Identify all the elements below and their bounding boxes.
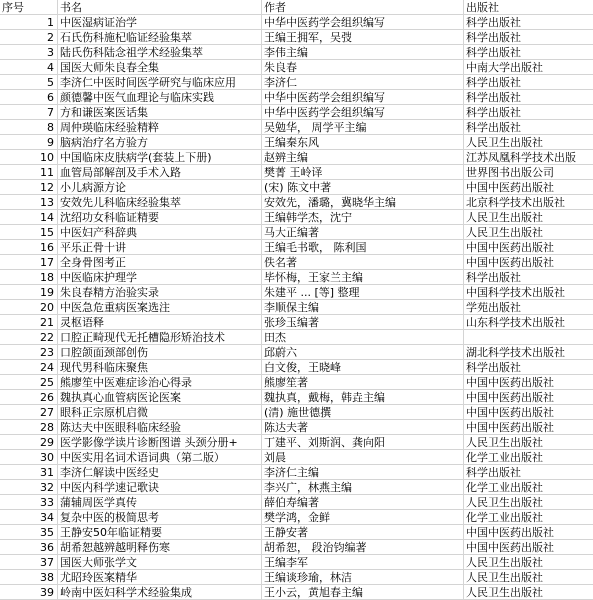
cell-no[interactable]: 12: [0, 180, 58, 195]
table-row: [0, 195, 593, 210]
cell-publisher[interactable]: 科学出版社: [464, 75, 593, 90]
table-row: [0, 75, 593, 90]
cell-no[interactable]: 22: [0, 330, 58, 345]
cell-title[interactable]: 岭南中医妇科学术经验集成: [58, 585, 262, 600]
table-row: [0, 450, 593, 465]
cell-author[interactable]: 丁建平、刘斯润、龚向阳: [262, 435, 464, 450]
table-row: [0, 225, 593, 240]
cell-no[interactable]: 11: [0, 165, 58, 180]
table-row: [0, 165, 593, 180]
cell-no[interactable]: 9: [0, 135, 58, 150]
cell-author[interactable]: 田杰: [262, 330, 464, 345]
cell-author[interactable]: 吴勉华， 周学平主编: [262, 120, 464, 135]
cell-author[interactable]: 胡希恕， 段治钧编著: [262, 540, 464, 555]
cell-title[interactable]: 朱良春精方治验实录: [58, 285, 262, 300]
cell-author[interactable]: 中华中医药学会组织编写: [262, 90, 464, 105]
cell-author[interactable]: 李济仁主编: [262, 465, 464, 480]
table-row: [0, 525, 593, 540]
cell-publisher[interactable]: 中国中医药出版社: [464, 390, 593, 405]
cell-author[interactable]: 赵辨主编: [262, 150, 464, 165]
cell-author[interactable]: 王小云，黄旭春主编: [262, 585, 464, 600]
header-cell-no[interactable]: 序号: [0, 0, 58, 15]
cell-author[interactable]: 王编谈珍瑜，林洁: [262, 570, 464, 585]
cell-no[interactable]: 36: [0, 540, 58, 555]
cell-no[interactable]: 21: [0, 315, 58, 330]
cell-author[interactable]: 樊学鸿，金鲜: [262, 510, 464, 525]
table-row: [0, 285, 593, 300]
cell-title[interactable]: 石氏伤科施杞临证经验集萃: [58, 30, 262, 45]
cell-title[interactable]: 中医妇产科辞典: [58, 225, 262, 240]
cell-publisher[interactable]: 科学出版社: [464, 120, 593, 135]
cell-publisher[interactable]: 科学出版社: [464, 360, 593, 375]
table-row: [0, 390, 593, 405]
table-row: [0, 465, 593, 480]
cell-no[interactable]: 17: [0, 255, 58, 270]
cell-no[interactable]: 25: [0, 375, 58, 390]
cell-no[interactable]: 30: [0, 450, 58, 465]
cell-author[interactable]: 王编李军: [262, 555, 464, 570]
table-row: [0, 60, 593, 75]
table-row: [0, 315, 593, 330]
cell-author[interactable]: 刘晨: [262, 450, 464, 465]
table-row: [0, 300, 593, 315]
cell-no[interactable]: 3: [0, 45, 58, 60]
cell-publisher[interactable]: 湖北科学技术出版社: [464, 345, 593, 360]
cell-publisher[interactable]: 中国中医药出版社: [464, 525, 593, 540]
cell-publisher[interactable]: 山东科学技术出版社: [464, 315, 593, 330]
cell-no[interactable]: 18: [0, 270, 58, 285]
cell-title[interactable]: 李济仁解读中医经史: [58, 465, 262, 480]
cell-publisher[interactable]: 化学工业出版社: [464, 510, 593, 525]
cell-author[interactable]: 马大正编著: [262, 225, 464, 240]
cell-no[interactable]: 14: [0, 210, 58, 225]
cell-title[interactable]: 尤昭玲医案精华: [58, 570, 262, 585]
cell-title[interactable]: 口腔颌面颈部创伤: [58, 345, 262, 360]
cell-title[interactable]: 血管局部解剖及手术入路: [58, 165, 262, 180]
cell-author[interactable]: 中华中医药学会组织编写: [262, 105, 464, 120]
cell-author[interactable]: 熊廖笙著: [262, 375, 464, 390]
cell-title[interactable]: 小儿病源方论: [58, 180, 262, 195]
cell-no[interactable]: 23: [0, 345, 58, 360]
cell-no[interactable]: 1: [0, 15, 58, 30]
cell-title[interactable]: 复杂中医的极简思考: [58, 510, 262, 525]
cell-publisher[interactable]: 中国中医药出版社: [464, 405, 593, 420]
cell-no[interactable]: 5: [0, 75, 58, 90]
cell-no[interactable]: 10: [0, 150, 58, 165]
cell-author[interactable]: 毕怀梅，王家兰主编: [262, 270, 464, 285]
cell-title[interactable]: 全身骨图考正: [58, 255, 262, 270]
table-row: [0, 375, 593, 390]
table-row: [0, 180, 593, 195]
cell-title[interactable]: 国医大师朱良春全集: [58, 60, 262, 75]
cell-title[interactable]: 平乐正骨十讲: [58, 240, 262, 255]
header-cell-publisher[interactable]: 出版社: [464, 0, 593, 15]
cell-publisher[interactable]: 科学出版社: [464, 90, 593, 105]
cell-no[interactable]: 37: [0, 555, 58, 570]
cell-title[interactable]: 胡希恕越辨越明释伤寒: [58, 540, 262, 555]
cell-author[interactable]: (清) 施世德撰: [262, 405, 464, 420]
table-row: [0, 105, 593, 120]
cell-title[interactable]: 现代男科临床聚焦: [58, 360, 262, 375]
cell-title[interactable]: 国医大师张学文: [58, 555, 262, 570]
cell-no[interactable]: 20: [0, 300, 58, 315]
cell-publisher[interactable]: 江苏凤凰科学技术出版: [464, 150, 593, 165]
cell-title[interactable]: 沈绍功女科临证精要: [58, 210, 262, 225]
cell-publisher[interactable]: 科学出版社: [464, 270, 593, 285]
cell-title[interactable]: 眼科正宗原机启微: [58, 405, 262, 420]
cell-author[interactable]: 李顺保主编: [262, 300, 464, 315]
cell-title[interactable]: 中医临床护理学: [58, 270, 262, 285]
cell-publisher[interactable]: [464, 330, 593, 345]
cell-title[interactable]: 中医湿病证治学: [58, 15, 262, 30]
cell-title[interactable]: 李济仁中医时间医学研究与临床应用: [58, 75, 262, 90]
table-row: [0, 30, 593, 45]
cell-no[interactable]: 39: [0, 585, 58, 600]
cell-publisher[interactable]: 中国科学技术出版社: [464, 285, 593, 300]
cell-no[interactable]: 2: [0, 30, 58, 45]
cell-publisher[interactable]: 人民卫生出版社: [464, 225, 593, 240]
table-row: [0, 495, 593, 510]
table-row: [0, 120, 593, 135]
cell-no[interactable]: 27: [0, 405, 58, 420]
header-cell-title[interactable]: 书名: [58, 0, 262, 15]
cell-publisher[interactable]: 化学工业出版社: [464, 480, 593, 495]
table-row: [0, 435, 593, 450]
cell-no[interactable]: 26: [0, 390, 58, 405]
cell-publisher[interactable]: 人民卫生出版社: [464, 135, 593, 150]
cell-no[interactable]: 28: [0, 420, 58, 435]
cell-publisher[interactable]: 化学工业出版社: [464, 450, 593, 465]
cell-author[interactable]: 樊菁 王岭译: [262, 165, 464, 180]
cell-author[interactable]: 薛伯寿编著: [262, 495, 464, 510]
table-row: [0, 555, 593, 570]
cell-title[interactable]: 熊廖笙中医难症诊治心得录: [58, 375, 262, 390]
table-row: [0, 360, 593, 375]
cell-publisher[interactable]: 科学出版社: [464, 465, 593, 480]
cell-title[interactable]: 蒲辅周医学真传: [58, 495, 262, 510]
cell-author[interactable]: 王编韩学杰，沈宁: [262, 210, 464, 225]
cell-title[interactable]: 安效先儿科临床经验集萃: [58, 195, 262, 210]
cell-author[interactable]: 李兴广，林燕主编: [262, 480, 464, 495]
cell-no[interactable]: 35: [0, 525, 58, 540]
cell-author[interactable]: 白文俊，王晓峰: [262, 360, 464, 375]
cell-author[interactable]: 王编王拥军，吴弢: [262, 30, 464, 45]
cell-no[interactable]: 7: [0, 105, 58, 120]
cell-title[interactable]: 医学影像学读片诊断图谱 头颈分册+: [58, 435, 262, 450]
cell-title[interactable]: 灵枢语释: [58, 315, 262, 330]
table-row: [0, 240, 593, 255]
cell-publisher[interactable]: 人民卫生出版社: [464, 585, 593, 600]
cell-publisher[interactable]: 人民卫生出版社: [464, 210, 593, 225]
cell-publisher[interactable]: 科学出版社: [464, 45, 593, 60]
cell-title[interactable]: 中国临床皮肤病学(套装上下册): [58, 150, 262, 165]
table-row: [0, 540, 593, 555]
cell-author[interactable]: (宋) 陈文中著: [262, 180, 464, 195]
cell-title[interactable]: 颜德馨中医气血理论与临床实践: [58, 90, 262, 105]
cell-title[interactable]: 陈达夫中医眼科临床经验: [58, 420, 262, 435]
cell-no[interactable]: 16: [0, 240, 58, 255]
table-row: [0, 90, 593, 105]
cell-author[interactable]: 朱建平 ... [等] 整理: [262, 285, 464, 300]
cell-title[interactable]: 魏执真心血管病医论医案: [58, 390, 262, 405]
cell-publisher[interactable]: 人民卫生出版社: [464, 570, 593, 585]
cell-no[interactable]: 34: [0, 510, 58, 525]
cell-publisher[interactable]: 中国中医药出版社: [464, 375, 593, 390]
table-row: [0, 345, 593, 360]
cell-publisher[interactable]: 世界图书出版公司: [464, 165, 593, 180]
table-row: [0, 510, 593, 525]
cell-author[interactable]: 王静安著: [262, 525, 464, 540]
table-row: [0, 45, 593, 60]
cell-author[interactable]: 中华中医药学会组织编写: [262, 15, 464, 30]
table-row: [0, 135, 593, 150]
cell-no[interactable]: 33: [0, 495, 58, 510]
cell-publisher[interactable]: 科学出版社: [464, 15, 593, 30]
table-row: [0, 210, 593, 225]
cell-author[interactable]: 李济仁: [262, 75, 464, 90]
cell-no[interactable]: 32: [0, 480, 58, 495]
header-row: [0, 0, 593, 15]
cell-publisher[interactable]: 学苑出版社: [464, 300, 593, 315]
cell-title[interactable]: 中医实用名词术语词典（第二版）: [58, 450, 262, 465]
table-row: [0, 270, 593, 285]
cell-no[interactable]: 8: [0, 120, 58, 135]
cell-publisher[interactable]: 中国中医药出版社: [464, 255, 593, 270]
cell-title[interactable]: 陆氏伤科陆念祖学术经验集萃: [58, 45, 262, 60]
table-row: [0, 585, 593, 600]
cell-publisher[interactable]: 中国中医药出版社: [464, 180, 593, 195]
cell-no[interactable]: 38: [0, 570, 58, 585]
cell-title[interactable]: 方和谦医案医话集: [58, 105, 262, 120]
cell-publisher[interactable]: 科学出版社: [464, 105, 593, 120]
table-row: [0, 330, 593, 345]
cell-no[interactable]: 6: [0, 90, 58, 105]
cell-title[interactable]: 中医内科学速记歌诀: [58, 480, 262, 495]
cell-title[interactable]: 中医急危重病医案选注: [58, 300, 262, 315]
cell-author[interactable]: 佚名著: [262, 255, 464, 270]
cell-no[interactable]: 31: [0, 465, 58, 480]
header-cell-author[interactable]: 作者: [262, 0, 464, 15]
cell-title[interactable]: 口腔正畸现代无托槽隐形矫治技术: [58, 330, 262, 345]
table-row: [0, 255, 593, 270]
cell-author[interactable]: 王编毛书歌， 陈利国: [262, 240, 464, 255]
cell-no[interactable]: 19: [0, 285, 58, 300]
table-row: [0, 15, 593, 30]
table-row: [0, 480, 593, 495]
cell-publisher[interactable]: 中南大学出版社: [464, 60, 593, 75]
cell-no[interactable]: 13: [0, 195, 58, 210]
table-row: [0, 420, 593, 435]
table-row: [0, 570, 593, 585]
cell-author[interactable]: 李伟主编: [262, 45, 464, 60]
cell-author[interactable]: 王编秦东风: [262, 135, 464, 150]
table-row: [0, 405, 593, 420]
cell-title[interactable]: 王静安50年临证精要: [58, 525, 262, 540]
cell-no[interactable]: 29: [0, 435, 58, 450]
cell-publisher[interactable]: 人民卫生出版社: [464, 435, 593, 450]
cell-author[interactable]: 陈达夫著: [262, 420, 464, 435]
cell-title[interactable]: 脑病治疗名方验方: [58, 135, 262, 150]
cell-no[interactable]: 24: [0, 360, 58, 375]
cell-publisher[interactable]: 中国中医药出版社: [464, 540, 593, 555]
cell-publisher[interactable]: 北京科学技术出版社: [464, 195, 593, 210]
cell-author[interactable]: 邱蔚六: [262, 345, 464, 360]
cell-author[interactable]: 魏执真，戴梅，韩垚主编: [262, 390, 464, 405]
cell-author[interactable]: 朱良春: [262, 60, 464, 75]
table-row: [0, 150, 593, 165]
cell-no[interactable]: 15: [0, 225, 58, 240]
cell-author[interactable]: 张珍玉编著: [262, 315, 464, 330]
cell-no[interactable]: 4: [0, 60, 58, 75]
cell-publisher[interactable]: 中国中医药出版社: [464, 240, 593, 255]
cell-publisher[interactable]: 中国中医药出版社: [464, 420, 593, 435]
cell-publisher[interactable]: 人民卫生出版社: [464, 555, 593, 570]
cell-publisher[interactable]: 人民卫生出版社: [464, 495, 593, 510]
cell-title[interactable]: 周仲瑛临床经验精粹: [58, 120, 262, 135]
cell-publisher[interactable]: 科学出版社: [464, 30, 593, 45]
cell-author[interactable]: 安效先，潘璐，冀晓华主编: [262, 195, 464, 210]
